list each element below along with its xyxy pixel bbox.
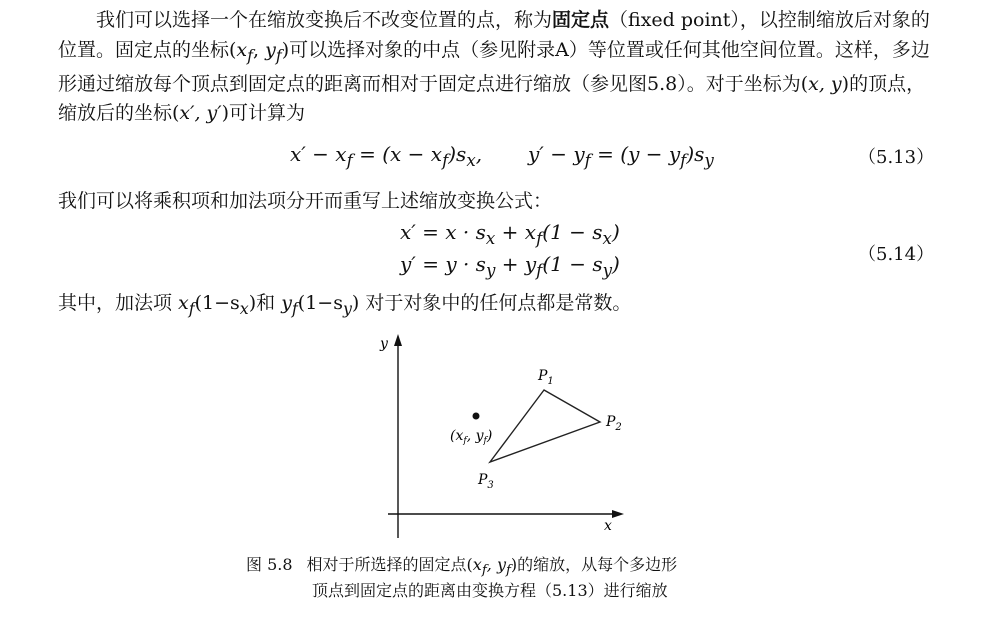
para-text: )的顶点，缩放后的坐标(: [58, 72, 926, 125]
caption-text: )的缩放，从每个多边形: [510, 555, 678, 574]
math-sub: f: [247, 45, 253, 65]
text-part: (1−s: [194, 292, 240, 314]
math-y: y: [265, 38, 276, 61]
text-part: )和: [248, 292, 282, 314]
eq-part: + y: [495, 252, 537, 276]
text-part: (1−s: [297, 292, 343, 314]
caption-sub: f: [505, 563, 511, 579]
p2-label-main: P: [606, 414, 616, 430]
eq-sub: y: [704, 151, 714, 170]
para-text: ,: [253, 38, 266, 61]
eq-part: x′ = x · s: [400, 220, 486, 244]
eq-part: ): [611, 220, 620, 244]
p1-label: [537, 368, 554, 387]
equation-5-13-right: [528, 142, 714, 170]
fixed-point-label: [450, 428, 492, 446]
p3-label-sub: 3: [487, 480, 494, 491]
y-axis-label: y: [380, 336, 388, 352]
figure-number: 图 5.8: [246, 555, 293, 574]
math-sub: f: [291, 298, 298, 318]
constant-terms-sentence: [58, 288, 631, 318]
eq-sub: f: [536, 229, 543, 248]
eq-sub: x: [466, 151, 476, 170]
eq-part: ,: [475, 142, 483, 166]
caption-math: , y: [486, 555, 506, 574]
eq-sub: x: [602, 229, 612, 248]
caption-sub: f: [481, 563, 487, 579]
eq-part: = (x − x: [352, 142, 443, 166]
math-sub: f: [188, 298, 195, 318]
y-axis-arrow: [394, 334, 402, 346]
eq-sub: x: [485, 229, 496, 248]
text-part: ) 对于对象中的任何点都是常数。: [351, 292, 632, 314]
math-sub: x: [239, 298, 249, 318]
para-text: （fixed point），以控制缩放后对象的位置。固定点的坐标(: [58, 9, 930, 61]
p3-label-main: P: [478, 472, 488, 488]
eq-part: y′ = y · s: [400, 252, 486, 276]
p2-label-sub: 2: [615, 422, 622, 433]
eq-sub: y: [602, 261, 613, 280]
p3-label: [477, 472, 494, 491]
equation-number-5-14: （5.14）: [858, 244, 935, 265]
para-text: 我们可以选择一个在缩放变换后不改变位置的点，称为: [96, 9, 553, 31]
p1-label-sub: 1: [547, 376, 554, 387]
p2-label: [605, 414, 622, 433]
eq-part: x′ − x: [290, 142, 347, 166]
fixed-label-sub1: f: [463, 436, 467, 446]
equation-number-5-13: （5.13）: [858, 147, 935, 168]
figure-caption-line2: 顶点到固定点的距离由变换方程（5.13）进行缩放: [312, 581, 668, 600]
para-text: )可以选择对象的中点（参见附录A）等位置或任何其他空间位置。这样，多边形通过缩放每个顶点到固定点的距离而相对于固定点进行缩放（参见图5.8）。对于坐标为(: [58, 38, 930, 95]
fixed-label-b: , y: [466, 428, 484, 444]
math-xy: x, y: [808, 72, 842, 95]
math-y: y: [281, 292, 292, 314]
rewrite-sentence: 我们可以将乘积项和加法项分开而重写上述缩放变换公式：: [58, 190, 553, 212]
p1-label-main: P: [538, 368, 548, 384]
math-x: x: [236, 38, 248, 61]
eq-part: (1 − s: [542, 220, 603, 244]
eq-sub: f: [584, 151, 591, 170]
equation-5-14-line2: [400, 252, 620, 280]
eq-part: ): [612, 252, 620, 276]
intro-paragraph: [58, 6, 938, 129]
eq-part: )s: [686, 142, 705, 166]
text-part: 其中，加法项: [58, 292, 179, 314]
caption-text: 相对于所选择的固定点(: [306, 555, 473, 574]
figure-5-8: [350, 328, 650, 548]
eq-part: = (y − y: [590, 142, 681, 166]
polygon-triangle: [490, 390, 600, 462]
math-x: x: [178, 292, 189, 314]
caption-math: x: [472, 555, 482, 574]
fixed-label-a: (x: [450, 428, 464, 444]
fixed-label-sub2: f: [483, 436, 487, 446]
term-fixed-point: 固定点: [552, 9, 610, 31]
eq-sub: f: [536, 261, 543, 280]
eq-sub: f: [346, 151, 353, 170]
x-axis-arrow: [612, 510, 624, 518]
eq-sub: f: [680, 151, 687, 170]
para-text: )可计算为: [221, 102, 305, 125]
eq-part: )s: [448, 142, 467, 166]
fixed-label-c: ): [486, 428, 493, 444]
math-sub: y: [342, 298, 352, 318]
eq-sub: y: [485, 261, 496, 280]
fixed-point-dot: [473, 413, 480, 420]
figure-caption-line1: [246, 552, 677, 578]
equation-5-13-left: [290, 142, 482, 170]
math-sub: f: [275, 45, 282, 65]
eq-part: + x: [495, 220, 537, 244]
eq-part: (1 − s: [542, 252, 603, 276]
equation-5-14-line1: [400, 220, 620, 248]
eq-sub: f: [442, 151, 449, 170]
eq-part: y′ − y: [528, 142, 585, 166]
math-xy-prime: x′, y′: [179, 102, 222, 125]
x-axis-label: x: [604, 518, 612, 534]
